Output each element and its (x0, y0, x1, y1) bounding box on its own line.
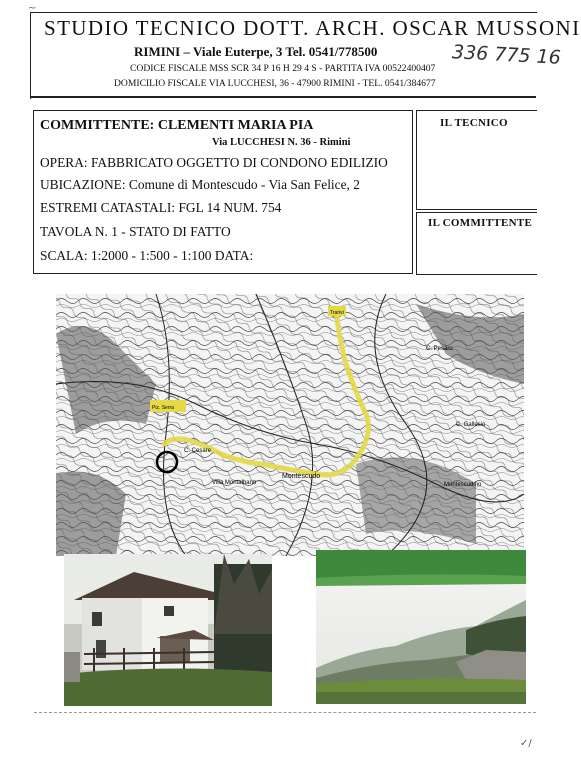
map-label-trarivi: Trarivi (330, 310, 344, 316)
domicilio-fiscale-line: DOMICILIO FISCALE VIA LUCCHESI, 36 - 47900 RIMINI - TEL. 0541/384677 (114, 78, 436, 89)
location-map (56, 294, 524, 556)
landscape-photo (316, 550, 526, 704)
margin-mark: ✓/ (520, 738, 532, 749)
map-label-c-gallesio: C. Gallesio (456, 422, 486, 428)
committente-label: IL COMMITTENTE (428, 217, 533, 229)
header-divider (30, 96, 536, 98)
scala-line: SCALA: 1:2000 - 1:500 - 1:100 DATA: (40, 248, 254, 263)
tavola-line: TAVOLA N. 1 - STATO DI FATTO (40, 224, 231, 239)
map-label-c-cesare: C. Cesare (184, 448, 212, 454)
ubicazione-line: UBICAZIONE: Comune di Montescudo - Via San Felice, 2 (40, 177, 360, 192)
map-label-c-pesaro: C. Pesaro (426, 346, 453, 352)
map-label-montescudo: Montescudo (282, 473, 321, 480)
bottom-divider (34, 712, 536, 713)
studio-title: STUDIO TECNICO DOTT. ARCH. OSCAR MUSSONI (44, 16, 581, 40)
tecnico-label: IL TECNICO (440, 117, 508, 129)
map-label-villa: Villa Montalbano (212, 480, 257, 486)
handwritten-phone: 336 775 16 (451, 41, 562, 69)
committente-name: COMMITTENTE: CLEMENTI MARIA PIA (40, 118, 314, 133)
address-line: RIMINI – Viale Euterpe, 3 Tel. 0541/778500 (134, 44, 378, 59)
opera-line: OPERA: FABBRICATO OGGETTO DI CONDONO EDILIZIO (40, 155, 388, 170)
committente-address: Via LUCCHESI N. 36 - Rimini (212, 137, 351, 148)
house-photo (64, 554, 272, 706)
estremi-catastali-line: ESTREMI CATASTALI: FGL 14 NUM. 754 (40, 200, 282, 215)
codice-fiscale-line: CODICE FISCALE MSS SCR 34 P 16 H 29 4 S - PARTITA IVA 00522400407 (130, 63, 436, 74)
map-label-piz-serra: Piz. Serra (152, 405, 174, 411)
corner-scribble: ~ (28, 3, 37, 14)
map-label-montescudino: Montescudino (444, 482, 482, 488)
